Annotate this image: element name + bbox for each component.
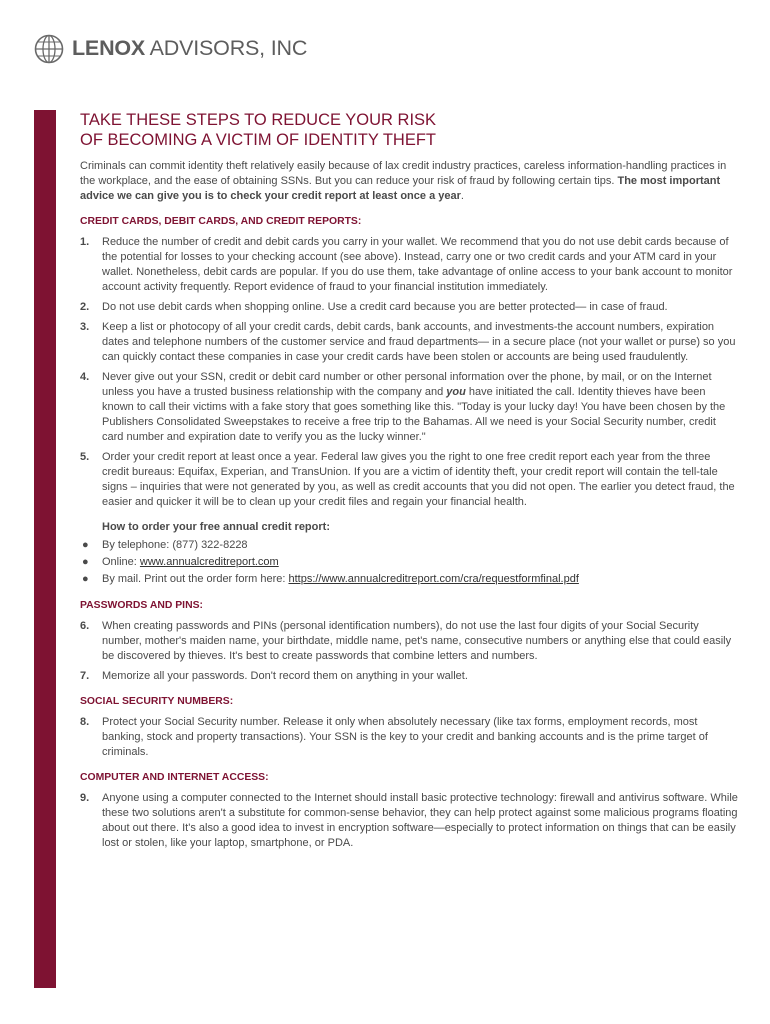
document-body bbox=[80, 110, 740, 856]
bullet-icon: ● bbox=[82, 556, 89, 568]
accent-sidebar-bar bbox=[34, 110, 56, 988]
list-item: 1. Reduce the number of credit and debit cards you carry in your wallet. We recommend that you do not use debit cards because of the potential for losses to your checking account (see above). Instead, carry one or two credit cards and your ATM card in your wallet. Nonetheless, debit cards are popular. If you do use them, take advantage of online access to your bank account to monitor account activity frequently. Report evidence of fraud to your financial institution immediately. bbox=[80, 236, 733, 293]
section-heading-passwords: PASSWORDS AND PINS: bbox=[80, 600, 203, 611]
list-item: 3. Keep a list or photocopy of all your credit cards, debit cards, bank accounts, and investments-the account numbers, expiration dates and telephone numbers of the customer service and fraud departments— in a secure place (not your wallet or purse) so you can quickly contact these companies in case your credit cards have been stolen or accounts are being used fraudulently. bbox=[80, 321, 736, 363]
company-name: LENOX ADVISORS, INC bbox=[72, 36, 308, 61]
list-item: 2. Do not use debit cards when shopping online. Use a credit card because you are better protected— in case of fraud. bbox=[80, 301, 668, 313]
bullet-item-phone: ● By telephone: (877) 322-8228 bbox=[82, 537, 740, 554]
section-heading-ssn: SOCIAL SECURITY NUMBERS: bbox=[80, 696, 234, 707]
list-item: 6. When creating passwords and PINs (personal identification numbers), do not use the last four digits of your Social Security number, mother's maiden name, your birthdate, middle name, pet's name, consecutive numbers or anything else that could easily be discovered by thieves. It's best to create passwords that combine letters and numbers. bbox=[80, 620, 732, 662]
annualcreditreport-link[interactable]: www.annualcreditreport.com bbox=[139, 556, 279, 568]
bullet-item-online: ● Online: www.annualcreditreport.com bbox=[82, 554, 740, 571]
list-item: 7. Memorize all your passwords. Don't record them on anything in your wallet. bbox=[80, 670, 468, 682]
globe-icon bbox=[34, 34, 64, 64]
request-form-pdf-link[interactable]: https://www.annualcreditreport.com/cra/requestformfinal.pdf bbox=[288, 573, 579, 585]
page-title: TAKE THESE STEPS TO REDUCE YOUR RISK OF BECOMING A VICTIM OF IDENTITY THEFT bbox=[80, 111, 437, 149]
list-item: 8. Protect your Social Security number. Release it only when absolutely necessary (like tax forms, employment records, most banking, stock and property transactions). Your SSN is the key to your credit and banking accounts and is the prime target of criminals. bbox=[80, 716, 708, 758]
order-report-heading: How to order your free annual credit report: bbox=[102, 521, 330, 533]
section-heading-computer: COMPUTER AND INTERNET ACCESS: bbox=[80, 772, 269, 783]
list-item: 9. Anyone using a computer connected to the Internet should install basic protective technology: firewall and antivirus software. While these two solutions aren't a substitute for common-sense behavior, they can help protect against some malicious programs floating about out there. It's also a good idea to invest in encryption software—especially to protect information on things that can be easily lost or stolen, like your laptop, smartphone, or PDA. bbox=[80, 792, 738, 849]
intro-paragraph: Criminals can commit identity theft relatively easily because of lax credit industry practices, careless information-handling practices in the workplace, and the ease of obtaining SSNs. But you can reduce your risk of fraud by following certain tips. The most important advice we can give you is to check your credit report at least once a year. bbox=[80, 160, 727, 202]
bullet-icon: ● bbox=[82, 539, 89, 551]
bullet-item-mail: ● By mail. Print out the order form here: https://www.annualcreditreport.com/cra/requestformfinal.pdf bbox=[82, 571, 740, 588]
section-heading-credit: CREDIT CARDS, DEBIT CARDS, AND CREDIT REPORTS: bbox=[80, 216, 362, 227]
list-item: 4. Never give out your SSN, credit or debit card number or other personal information over the phone, by mail, or on the Internet unless you have a trusted business relationship with the company and you have initiated the call. Identity thieves have been known to call their victims with a fake story that goes something like this. "Today is your lucky day! You have been chosen by the Publishers Consolidated Sweepstakes to receive a free trip to the Bahamas. All we need is your Social Security number, credit card number and expiration date to verify you as the lucky winner." bbox=[80, 371, 726, 443]
company-logo bbox=[34, 34, 307, 64]
list-item: 5. Order your credit report at least once a year. Federal law gives you the right to one free credit report each year from the three credit bureaus: Equifax, Experian, and TransUnion. If you are a victim of identity theft, your credit report will contain the tell-tale signs – inquiries that were not generated by you, as well as credit accounts that you did not open. The earlier you detect fraud, the easier and quicker it will be to clean up your credit files and regain your financial health. bbox=[80, 451, 735, 508]
bullet-icon: ● bbox=[82, 573, 89, 585]
